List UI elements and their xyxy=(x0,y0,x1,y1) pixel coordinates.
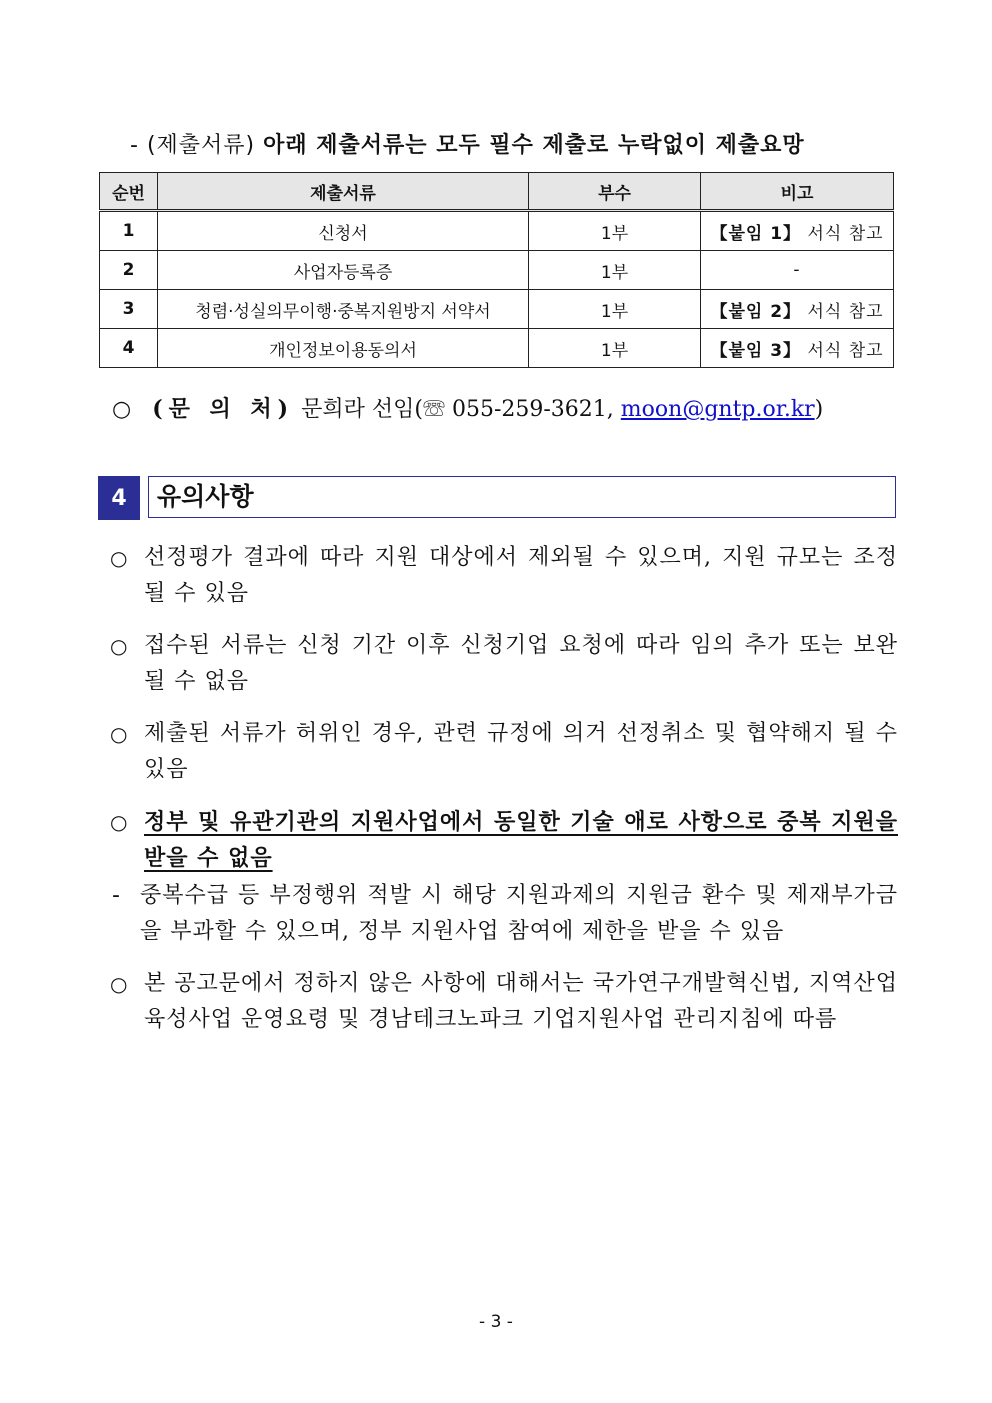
dash-marker: - xyxy=(130,133,139,158)
note-text: 접수된 서류는 신청 기간 이후 신청기업 요청에 따라 임의 추가 또는 보완될 수 없음 xyxy=(144,633,898,694)
note-text: 제출된 서류가 허위인 경우, 관련 규정에 의거 선정취소 및 협약해지 될 수 있음 xyxy=(144,721,898,782)
note-item xyxy=(110,716,898,788)
circle-bullet-icon: ○ xyxy=(110,810,128,834)
sub-note-text: 중복수급 등 부정행위 적발 시 해당 지원과제의 지원금 환수 및 제재부가금을 부과할 수 있으며, 정부 지원사업 참여에 제한을 받을 수 있음 xyxy=(140,883,898,944)
header-copies: 부수 xyxy=(529,173,701,211)
note-item xyxy=(110,540,898,612)
note-text: 서식 참고 xyxy=(801,223,884,244)
note-bracket: 【붙임 1】 xyxy=(710,223,802,244)
contact-phone: 055-259-3621, xyxy=(444,397,621,422)
note-bracket: 【붙임 3】 xyxy=(710,340,802,361)
row-num: 1 xyxy=(100,211,158,251)
section-number: 4 xyxy=(98,476,140,520)
row-copies: 1부 xyxy=(529,329,701,368)
dash-marker: - xyxy=(112,883,120,908)
contact-person: 문희라 선임( xyxy=(301,397,423,422)
row-note xyxy=(701,290,894,329)
circle-bullet-icon: ○ xyxy=(112,397,132,422)
table-row xyxy=(100,251,894,290)
row-num: 4 xyxy=(100,329,158,368)
section-title: 유의사항 xyxy=(148,476,896,518)
submit-docs-line xyxy=(130,128,890,163)
page-number: - 3 - xyxy=(479,1312,513,1332)
table-row xyxy=(100,329,894,368)
table-row xyxy=(100,290,894,329)
circle-bullet-icon: ○ xyxy=(110,972,128,996)
note-text: - xyxy=(793,260,801,280)
row-copies: 1부 xyxy=(529,211,701,251)
circle-bullet-icon: ○ xyxy=(110,722,128,746)
sub-note xyxy=(112,878,898,950)
row-doc: 신청서 xyxy=(158,211,529,251)
submit-docs-text: 아래 제출서류는 모두 필수 제출로 누락없이 제출요망 xyxy=(263,132,805,158)
row-doc: 청렴·성실의무이행·중복지원방지 서약서 xyxy=(158,290,529,329)
row-doc: 개인정보이용동의서 xyxy=(158,329,529,368)
row-num: 2 xyxy=(100,251,158,290)
note-text: 서식 참고 xyxy=(801,301,884,322)
note-item xyxy=(110,966,898,1038)
phone-icon: ☏ xyxy=(422,397,445,422)
table-row xyxy=(100,211,894,251)
row-copies: 1부 xyxy=(529,251,701,290)
contact-email-link[interactable]: moon@gntp.or.kr xyxy=(620,397,815,422)
circle-bullet-icon: ○ xyxy=(110,634,128,658)
row-note xyxy=(701,251,894,290)
note-item-emphasized xyxy=(110,804,898,876)
contact-line xyxy=(112,392,823,427)
header-doc: 제출서류 xyxy=(158,173,529,211)
note-bracket: 【붙임 2】 xyxy=(710,301,802,322)
contact-label: (문 의 처) xyxy=(152,396,295,422)
header-note: 비고 xyxy=(701,173,894,211)
note-text: 선정평가 결과에 따라 지원 대상에서 제외될 수 있으며, 지원 규모는 조정될 수 있음 xyxy=(144,545,898,606)
circle-bullet-icon: ○ xyxy=(110,546,128,570)
note-text: 서식 참고 xyxy=(801,340,884,361)
submission-table xyxy=(99,172,894,368)
row-copies: 1부 xyxy=(529,290,701,329)
row-doc: 사업자등록증 xyxy=(158,251,529,290)
note-item xyxy=(110,628,898,700)
note-text: 본 공고문에서 정하지 않은 사항에 대해서는 국가연구개발혁신법, 지역산업육성사업 운영요령 및 경남테크노파크 기업지원사업 관리지침에 따름 xyxy=(144,971,898,1032)
section-header xyxy=(98,476,898,520)
row-note xyxy=(701,211,894,251)
row-note xyxy=(701,329,894,368)
header-seq: 순번 xyxy=(100,173,158,211)
contact-close: ) xyxy=(814,397,824,422)
row-num: 3 xyxy=(100,290,158,329)
table-header-row xyxy=(100,173,894,211)
note-text: 정부 및 유관기관의 지원사업에서 동일한 기술 애로 사항으로 중복 지원을 받을 수 없음 xyxy=(144,809,898,871)
submit-docs-label: (제출서류) xyxy=(146,133,256,158)
